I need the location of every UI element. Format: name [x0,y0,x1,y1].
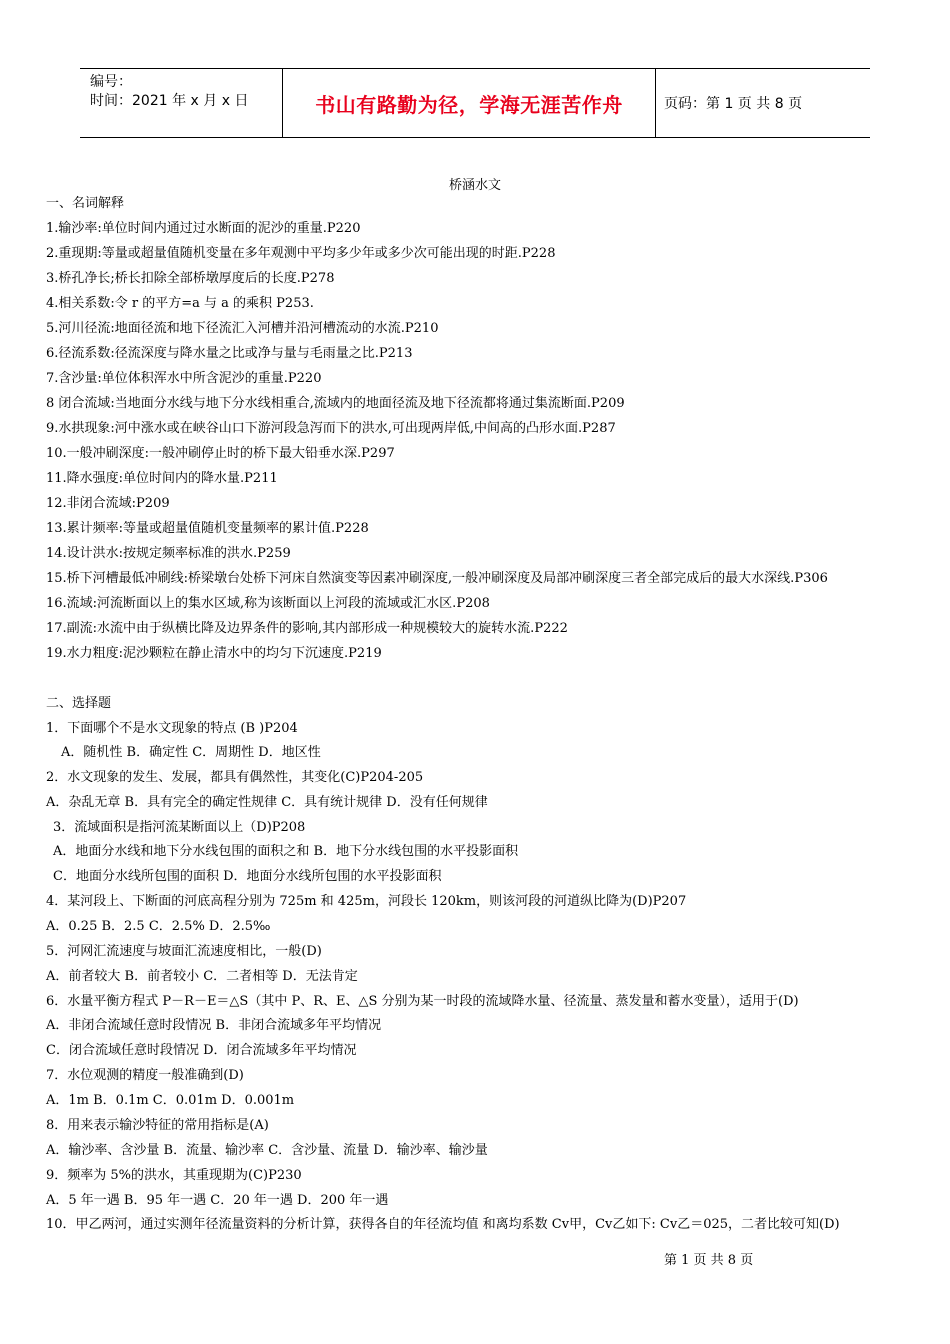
header-page-info-cell [656,69,870,137]
text-line: 二、选择题 [46,696,112,711]
text-line: A．5 年一遇 B．95 年一遇 C．20 年一遇 D．200 年一遇 [46,1193,389,1208]
text-line: 8．用来表示输沙特征的常用指标是(A) [46,1118,269,1133]
text-line: 5.河川径流:地面径流和地下径流汇入河槽并沿河槽流动的水流.P210 [46,321,439,336]
text-line: 9.水拱现象:河中涨水或在峡谷山口下游河段急泻而下的洪水,可出现两岸低,中间高的凸形水面.P287 [46,421,616,436]
time-label: 时间：2021 年 x 月 x 日 [90,93,249,109]
text-line: 14.设计洪水:按规定频率标准的洪水.P259 [46,546,291,561]
text-line: 13.累计频率:等量或超量值随机变量频率的累计值.P228 [46,521,369,536]
text-line: 12.非闭合流域:P209 [46,496,170,511]
text-line: A．0.25 B．2.5 C．2.5% D．2.5‰ [46,919,271,934]
text-line: 9．频率为 5%的洪水，其重现期为(C)P230 [46,1168,302,1183]
text-line: A．随机性 B．确定性 C．周期性 D．地区性 [61,745,321,760]
text-line: 19.水力粗度:泥沙颗粒在静止清水中的均匀下沉速度.P219 [46,646,382,661]
text-line: C．地面分水线所包围的面积 D．地面分水线所包围的水平投影面积 [53,869,442,884]
text-line: 7.含沙量:单位体积浑水中所含泥沙的重量.P220 [46,371,322,386]
text-line: 16.流域:河流断面以上的集水区域,称为该断面以上河段的流域或汇水区.P208 [46,596,490,611]
text-line: A．杂乱无章 B．具有完全的确定性规律 C．具有统计规律 D．没有任何规律 [46,795,488,810]
text-line: 1.输沙率:单位时间内通过过水断面的泥沙的重量.P220 [46,221,361,236]
text-line: 10.一般冲刷深度:一般冲刷停止时的桥下最大铅垂水深.P297 [46,446,395,461]
text-line: 2．水文现象的发生、发展，都具有偶然性，其变化(C)P204-205 [46,770,424,785]
number-label: 编号： [90,74,132,90]
text-line: A．1m B．0.1m C．0.01m D．0.001m [46,1093,295,1108]
page-footer: 第 1 页 共 8 页 [664,1253,754,1268]
text-line: 1．下面哪个不是水文现象的特点 (B )P204 [46,721,298,736]
text-line: A．地面分水线和地下分水线包围的面积之和 B．地下分水线包围的水平投影面积 [53,844,519,859]
text-line: A．输沙率、含沙量 B．流量、输沙率 C．含沙量、流量 D．输沙率、输沙量 [46,1143,488,1158]
text-line: 5．河网汇流速度与坡面汇流速度相比，一般(D) [46,944,322,959]
text-line: 3．流域面积是指河流某断面以上（D)P208 [53,820,306,835]
page-info: 页码：第 1 页 共 8 页 [664,96,803,112]
text-line: 一、名词解释 [46,196,125,211]
text-line: 6.径流系数:径流深度与降水量之比或净与量与毛雨量之比.P213 [46,346,413,361]
text-line: 4．某河段上、下断面的河底高程分别为 725m 和 425m，河段长 120km，则该河段的河道纵比降为(D)P207 [46,894,687,909]
text-line: 6．水量平衡方程式 P－R－E＝△S（其中 P、R、E、△S 分别为某一时段的流域降水量、径流量、蒸发量和蓄水变量），适用于(D) [46,994,799,1009]
header-table [80,68,870,138]
text-line: 8 闭合流域:当地面分水线与地下分水线相重合,流域内的地面径流及地下径流都将通过集流断面.P209 [46,396,625,411]
text-line: A．非闭合流域任意时段情况 B．非闭合流域多年平均情况 [46,1018,382,1033]
header-motto-cell [282,69,656,137]
text-line: A．前者较大 B．前者较小 C．二者相等 D．无法肯定 [46,969,358,984]
text-line: 11.降水强度:单位时间内的降水量.P211 [46,471,278,486]
document-title: 桥涵水文 [448,178,501,193]
header-meta [80,69,282,137]
text-line: 15.桥下河槽最低冲刷线:桥梁墩台处桥下河床自然演变等因素冲刷深度,一般冲刷深度及局部冲刷深度三者全部完成后的最大水深线.P306 [46,571,828,586]
text-line: 17.副流:水流中由于纵横比降及边界条件的影响,其内部形成一种规模较大的旋转水流.P222 [46,621,568,636]
text-line: 3.桥孔净长;桥长扣除全部桥墩厚度后的长度.P278 [46,271,335,286]
text-line: C．闭合流域任意时段情况 D．闭合流域多年平均情况 [46,1043,357,1058]
text-line: 10．甲乙两河，通过实测年径流量资料的分析计算，获得各自的年径流均值 和离均系数 Cv甲，Cv乙如下: Cv乙＝025，二者比较可知(D) [46,1217,840,1232]
text-line: 4.相关系数:令 r 的平方=a 与 a 的乘积 P253. [46,296,314,311]
motto: 书山有路勤为径，学海无涯苦作舟 [315,92,623,117]
text-line: 7．水位观测的精度一般准确到(D) [46,1068,244,1083]
text-line: 2.重现期:等量或超量值随机变量在多年观测中平均多少年或多少次可能出现的时距.P228 [46,246,556,261]
